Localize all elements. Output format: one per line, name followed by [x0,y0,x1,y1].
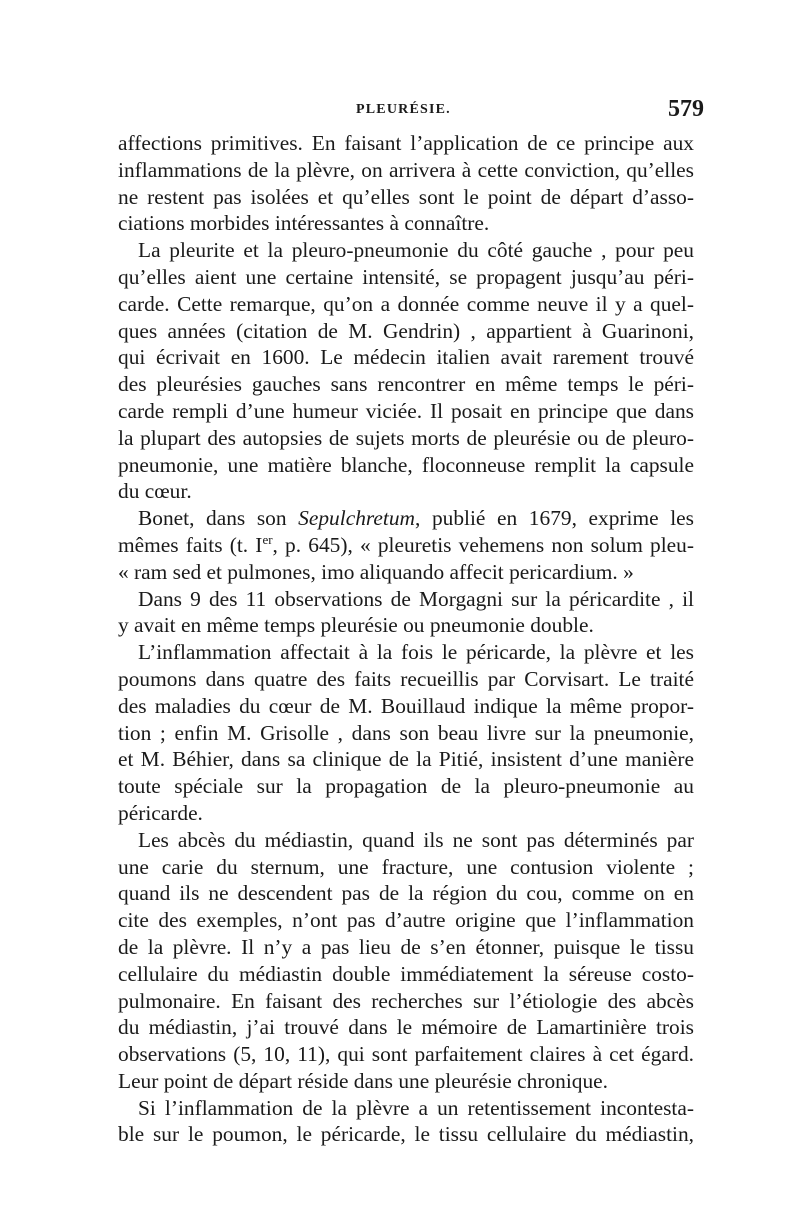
text-line: cite des exemples, n’ont pas d’autre origine que l’inflammation [118,908,694,933]
text-line: pneumonie, une matière blanche, floconneuse remplit la capsule [118,452,694,477]
text-line: Leur point de départ réside dans une pleurésie chronique. [118,1068,609,1093]
text-line: une carie du sternum, une fracture, une contusion violente ; [118,854,694,879]
book-page [118,96,704,1148]
text-line: du médiastin, j’ai trouvé dans le mémoire de Lamartinière trois [118,1015,694,1040]
text-line: cellulaire du médiastin double immédiatement la séreuse costo- [118,961,694,986]
text-segment: , p. 645), « pleuretis vehemens non solum pleu- [272,532,694,557]
body-text [118,130,694,1148]
paragraph-4 [118,586,694,640]
text-segment: Bonet, dans son [138,506,299,531]
text-line: la plupart des autopsies de sujets morts de pleurésie ou de pleuro- [118,425,694,450]
text-line: Dans 9 des 11 observations de Morgagni sur la péricardite , il [138,586,694,611]
paragraph-1 [118,130,694,237]
text-line: carde rempli d’une humeur viciée. Il posait en principe que dans [118,398,694,423]
page-number: 579 [668,96,704,122]
text-line: ble sur le poumon, le péricarde, le tissu cellulaire du médiastin, [118,1122,694,1147]
text-segment: , publié en 1679, exprime les [415,506,694,531]
text-line: ne restent pas isolées et qu’elles sont le point de départ d’asso- [118,184,694,209]
text-line: des maladies du cœur de M. Bouillaud indique la même propor- [118,693,694,718]
text-line: observations (5, 10, 11), qui sont parfaitement claires à cet égard. [118,1042,694,1067]
text-line: des pleurésies gauches sans rencontrer en même temps le péri- [118,372,694,397]
text-line: de la plèvre. Il n’y a pas lieu de s’en étonner, puisque le tissu [118,934,694,959]
text-line: L’inflammation affectait à la fois le péricarde, la plèvre et les [138,640,694,665]
text-line: ciations morbides intéressantes à connaître. [118,211,490,236]
text-line: et M. Béhier, dans sa clinique de la Pitié, insistent d’une manière [118,747,694,772]
paragraph-5 [118,639,694,827]
running-title: PLEURÉSIE. [356,102,451,117]
paragraph-7 [118,1095,694,1149]
text-line: qu’elles aient une certaine intensité, se propagent jusqu’au péri- [118,264,694,289]
text-line: pulmonaire. En faisant des recherches sur l’étiologie des abcès [118,988,694,1013]
paragraph-2 [118,237,694,505]
paragraph-3 [118,505,694,585]
text-line: tion ; enfin M. Grisolle , dans son beau livre sur la pneumonie, [118,720,694,745]
text-line: « ram sed et pulmones, imo aliquando affecit pericardium. » [118,559,634,584]
text-line: Si l’inflammation de la plèvre a un retentissement incontesta- [138,1095,694,1120]
superscript: er [262,531,273,547]
text-line: carde. Cette remarque, qu’on a donnée comme neuve il y a quel- [118,291,694,316]
paragraph-6 [118,827,694,1095]
text-line: ques années (citation de M. Gendrin) , appartient à Guarinoni, [118,318,694,343]
text-line [118,532,694,559]
text-line: inflammations de la plèvre, on arrivera à cette conviction, qu’elles [118,157,694,182]
text-line: poumons dans quatre des faits recueillis par Corvisart. Le traité [118,666,694,691]
book-title: Sepulchretum [298,506,415,531]
text-line: du cœur. [118,479,192,504]
text-line [118,505,694,532]
text-segment: mêmes faits (t. I [118,532,263,557]
text-line: péricarde. [118,800,203,825]
text-line: y avait en même temps pleurésie ou pneumonie double. [118,613,594,638]
text-line: La pleurite et la pleuro-pneumonie du côté gauche , pour peu [138,238,694,263]
text-line: toute spéciale sur la propagation de la pleuro-pneumonie au [118,774,694,799]
text-line: affections primitives. En faisant l’application de ce principe aux [118,131,694,155]
text-line: quand ils ne descendent pas de la région du cou, comme on en [118,881,694,906]
page-header [118,96,704,130]
text-line: Les abcès du médiastin, quand ils ne sont pas déterminés par [138,827,694,852]
text-line: qui écrivait en 1600. Le médecin italien avait rarement trouvé [118,345,694,370]
